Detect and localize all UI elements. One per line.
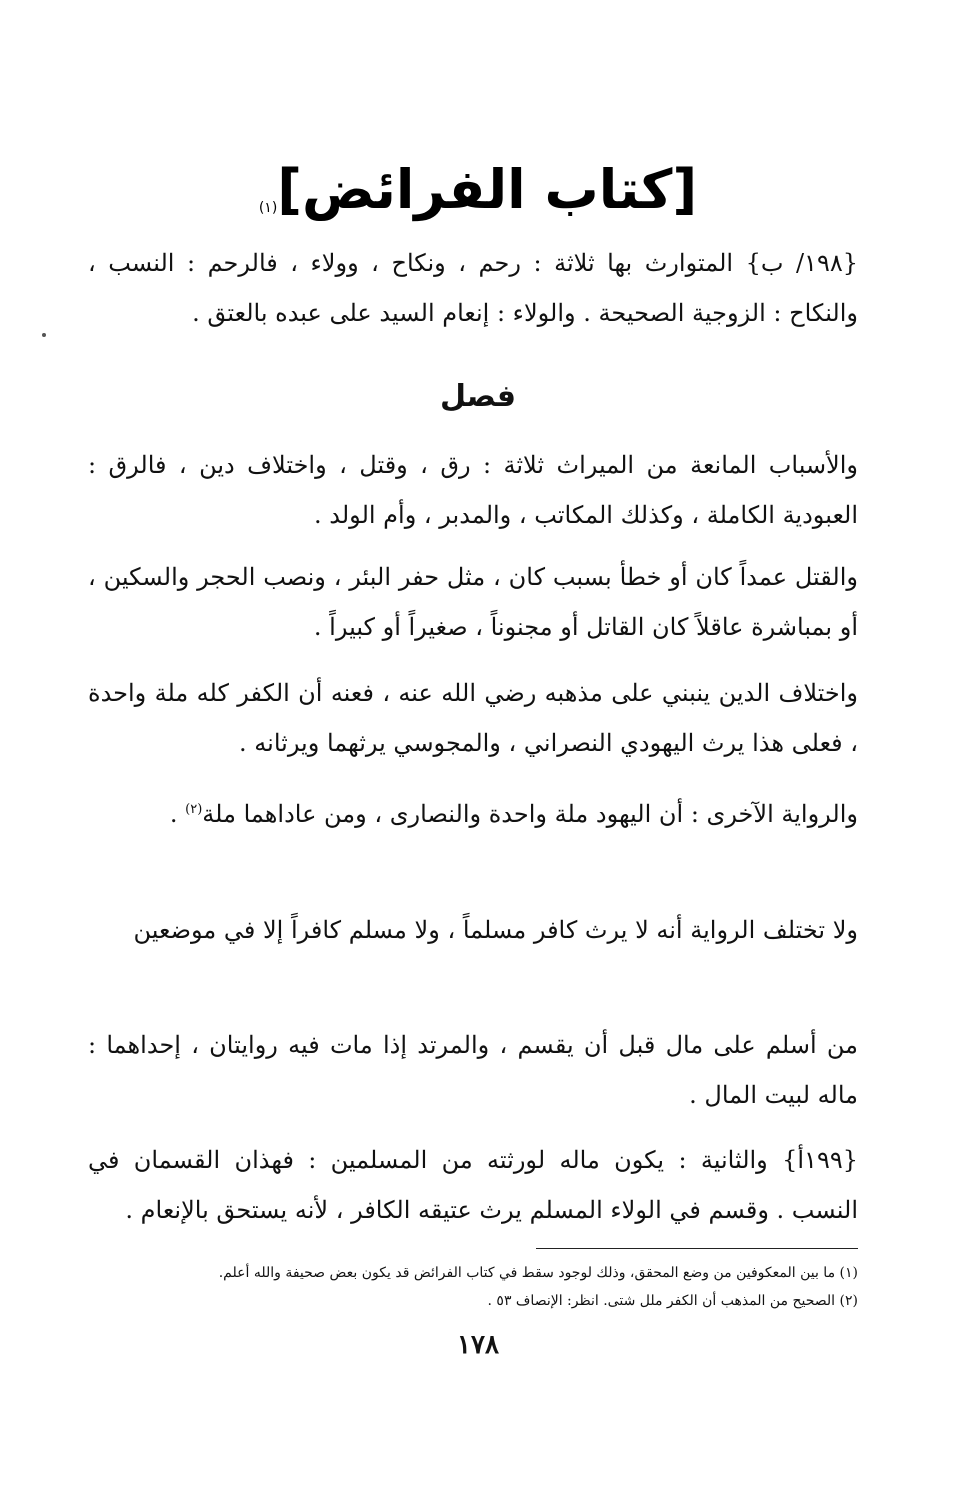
paragraph-5 <box>88 785 858 839</box>
scan-speck <box>42 333 46 337</box>
footnote-separator <box>536 1248 858 1249</box>
paragraph-3: والقتل عمداً كان أو خطأ بسبب كان ، مثل حفر البئر ، ونصب الحجر والسكين ، أو بمباشرة عاقلاً كان القاتل أو مجنوناً ، صغيراً أو كبيراً . <box>88 563 859 641</box>
paragraph-7: من أسلم على مال قبل أن يقسم ، والمرتد إذا مات فيه روايتان ، إحداهما : ماله لبيت المال . <box>88 1031 858 1109</box>
paragraph-5-text: والرواية الآخرى : أن اليهود ملة واحدة والنصارى ، ومن عاداهما ملة <box>202 800 858 828</box>
paragraph-4: واختلاف الدين ينبني على مذهبه رضي الله عنه ، فعنه أن الكفر كله ملة واحدة ، فعلى هذا يرث اليهودي النصراني ، والمجوسي يرثهما ويرثانه . <box>88 679 858 757</box>
paragraph-2: والأسباب المانعة من الميراث ثلاثة : رق ، وقتل ، واختلاف دين ، فالرق : العبودية الكاملة ، وكذلك المكاتب ، والمدبر ، وأم الولد . <box>88 451 858 529</box>
section-heading: فصل <box>440 379 516 414</box>
footnote-ref-1: (١) <box>258 200 278 216</box>
paragraph-6: ولا تختلف الرواية أنه لا يرث كافر مسلماً ، ولا مسلم كافراً إلا في موضعين <box>133 916 858 944</box>
footnote-2: (٢) الصحيح من المذهب أن الكفر ملل شتى. انظر: الإنصاف ٥٣ . <box>487 1293 858 1309</box>
paragraph-8: {١٩٩أ} والثانية : يكون ماله لورثته من المسلمين : فهذان القسمان في النسب . وقسم في الولاء المسلم يرث عتيقه الكافر ، لأنه يستحق بالإنعام . <box>88 1146 858 1224</box>
paragraph-5-end: . <box>169 800 186 828</box>
footnote-ref-2: (٢) <box>185 802 203 817</box>
footnote-1: (١) ما بين المعكوفين من وضع المحقق، وذلك لوجود سقط في كتاب الفرائض قد يكون بعض صحيفة والله أعلم. <box>218 1265 858 1281</box>
page-number: ١٧٨ <box>457 1330 499 1360</box>
chapter-title-text: [كتاب الفرائض] <box>277 158 698 221</box>
chapter-title <box>0 150 956 230</box>
paragraph-1: {١٩٨/ ب} المتوارث بها ثلاثة : رحم ، ونكاح ، وولاء ، فالرحم : النسب ، والنكاح : الزوجية الصحيحة . والولاء : إنعام السيد على عبده بالعتق . <box>88 249 858 327</box>
